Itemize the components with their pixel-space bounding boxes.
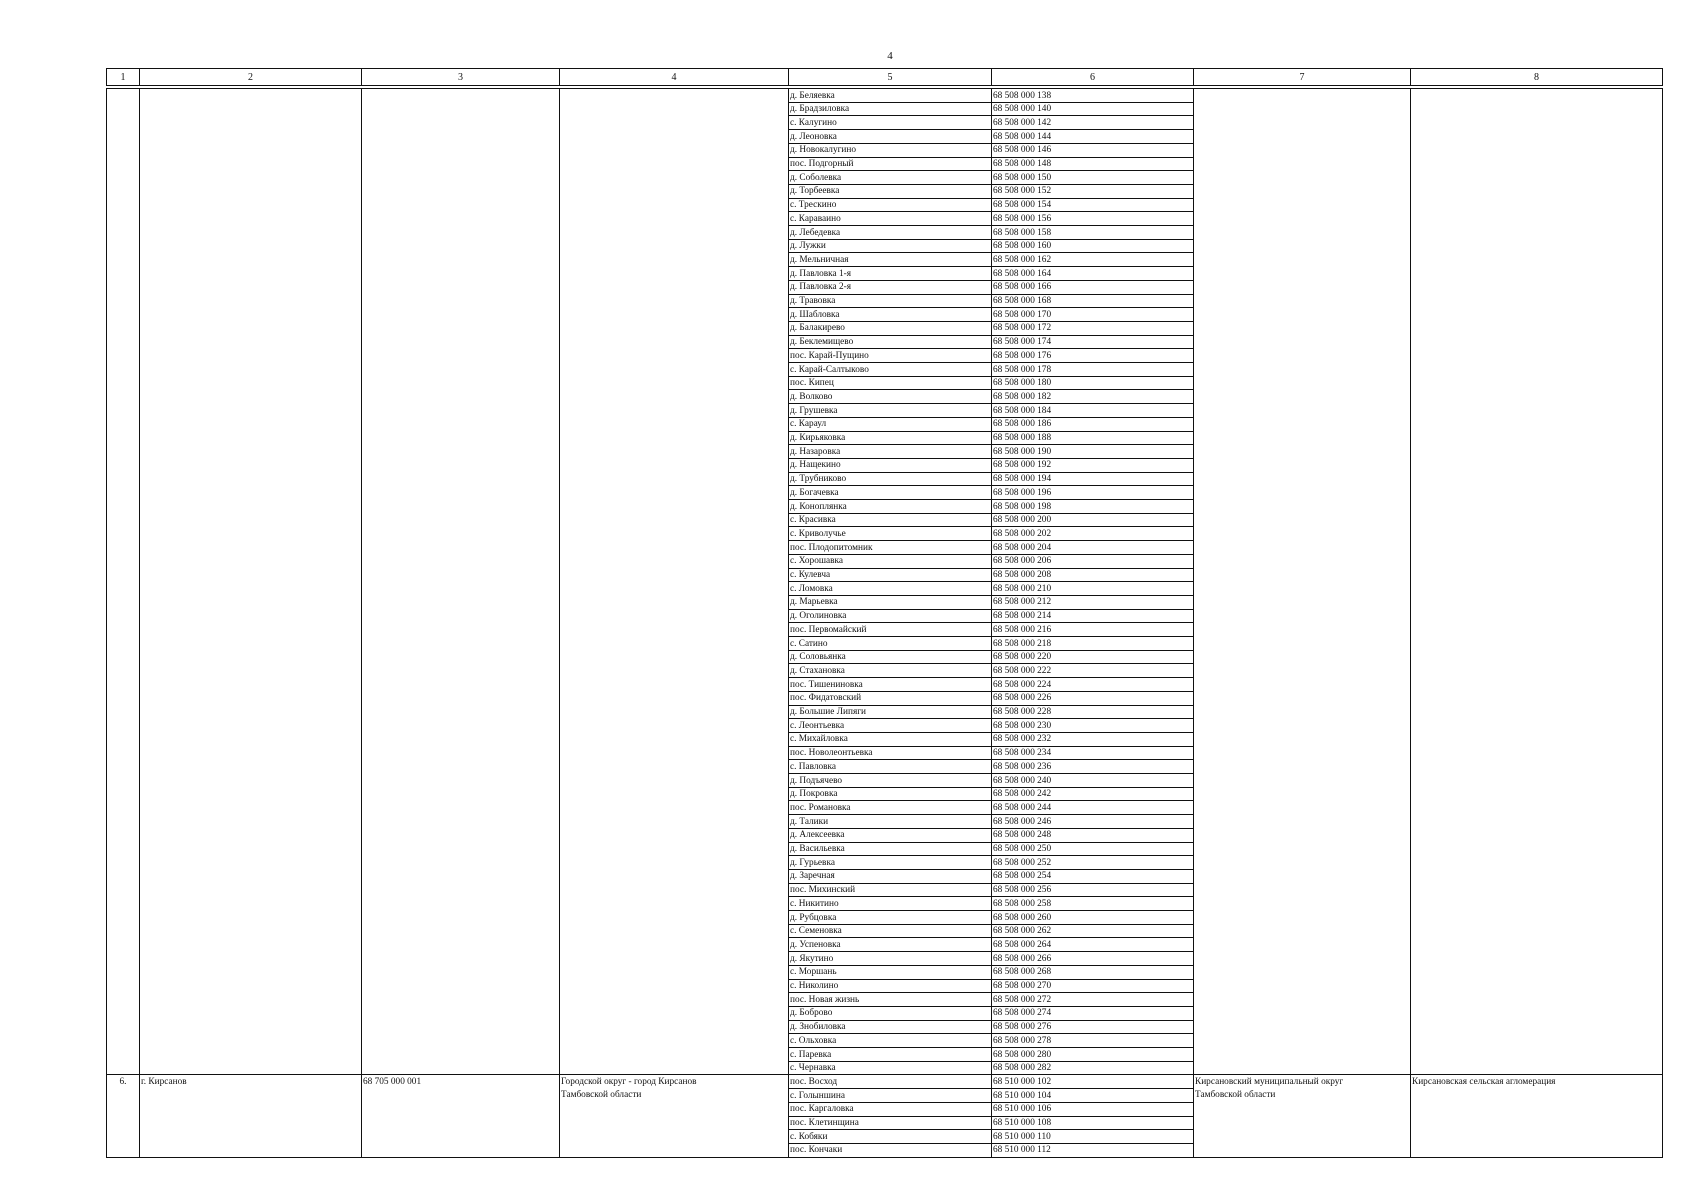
settlement-name: д. Большие Липяги [790, 707, 867, 717]
settlement-code: 68 508 000 264 [993, 939, 1052, 950]
settlement-name: д. Алексеевка [790, 830, 845, 841]
settlement-name: д. Трaвовка [790, 296, 836, 306]
row-line [788, 1020, 1193, 1021]
settlement-code: 68 508 000 236 [993, 761, 1052, 772]
settlement-code: 68 510 000 102 [993, 1076, 1052, 1087]
settlement-name: пос. Плодопитомник [790, 542, 873, 553]
settlement-code: 68 508 000 170 [993, 309, 1052, 320]
settlement-name: д. Беклемищево [790, 337, 854, 348]
settlement-code: 68 510 000 106 [993, 1104, 1052, 1115]
settlement-name: д. Трубниково [790, 474, 847, 485]
column-header-5: 5 [788, 68, 992, 86]
settlement-code: 68 508 000 254 [993, 871, 1052, 882]
settlement-code: 68 508 000 168 [993, 296, 1052, 306]
settlement-name: с. Паревка [790, 1049, 832, 1060]
row-line [788, 1047, 1193, 1048]
column-divider [559, 88, 560, 1157]
settlement-name: пос. Карай-Пущино [790, 350, 869, 361]
row-line [788, 239, 1193, 240]
settlement-name: с. Трескино [790, 200, 837, 211]
row-line [788, 814, 1193, 815]
settlement-name: пос. Клетинщина [790, 1118, 859, 1128]
settlement-code: 68 508 000 252 [993, 857, 1052, 868]
row-line [788, 513, 1193, 514]
column-header-3: 3 [361, 68, 560, 86]
settlement-name: с. Чернавка [790, 1063, 836, 1074]
settlement-code: 68 508 000 152 [993, 186, 1052, 197]
settlement-code: 68 508 000 276 [993, 1022, 1052, 1033]
column-divider [1193, 88, 1194, 1157]
settlement-code: 68 508 000 210 [993, 583, 1052, 594]
settlement-name: д. Успеновка [790, 939, 841, 950]
row-line [788, 184, 1193, 185]
row-line [788, 1157, 1193, 1158]
district-name: Кирсановский муниципальный округ Тамбовской области [1195, 1077, 1344, 1101]
row-line [788, 732, 1193, 733]
settlement-code: 68 508 000 150 [993, 172, 1052, 183]
settlement-code: 68 508 000 204 [993, 542, 1052, 553]
settlement-name: пос. Подгорный [790, 159, 854, 169]
settlement-name: д. Стахановка [790, 665, 845, 676]
settlement-name: д. Гурьевка [790, 857, 835, 868]
row-line [788, 211, 1193, 212]
row-line [788, 129, 1193, 130]
settlement-name: д. Коноплянка [790, 501, 847, 512]
settlement-code: 68 510 000 112 [993, 1145, 1051, 1156]
settlement-name: с. Караул [790, 419, 827, 430]
settlement-code: 68 508 000 220 [993, 652, 1052, 663]
settlement-code: 68 508 000 282 [993, 1063, 1052, 1074]
row-line [788, 170, 1193, 171]
settlement-code: 68 508 000 178 [993, 364, 1052, 375]
settlement-name: пос. Каргаловка [790, 1104, 854, 1115]
row-line [788, 458, 1193, 459]
column-divider [361, 88, 362, 1157]
settlement-name: д. Мельничная [790, 254, 849, 265]
row-line [788, 417, 1193, 418]
row-line [788, 294, 1193, 295]
row-line [788, 554, 1193, 555]
settlement-code: 68 508 000 184 [993, 405, 1052, 416]
settlement-code: 68 508 000 166 [993, 282, 1052, 293]
settlement-code: 68 508 000 212 [993, 597, 1052, 608]
settlement-name: д. Павловка 2-я [790, 282, 852, 293]
settlement-name: д. Заречная [790, 871, 835, 882]
settlement-code: 68 508 000 164 [993, 268, 1052, 279]
settlement-code: 68 508 000 138 [993, 90, 1052, 101]
row-line [788, 595, 1193, 596]
settlement-code: 68 508 000 148 [993, 159, 1052, 169]
settlement-name: д. Леоновка [790, 131, 837, 142]
settlement-code: 68 508 000 194 [993, 474, 1052, 485]
settlement-name: пос. Кончаки [790, 1145, 843, 1156]
row-line [788, 307, 1193, 308]
entry-number: 6. [119, 1077, 127, 1088]
settlement-name: пос. Новая жизнь [790, 994, 860, 1005]
settlement-name: с. Кулевча [790, 570, 831, 580]
column-header-1: 1 [106, 68, 140, 86]
row-line [788, 568, 1193, 569]
settlement-code: 68 508 000 246 [993, 816, 1052, 827]
row-line [788, 896, 1193, 897]
settlement-name: д. Кирьяковка [790, 433, 846, 443]
settlement-code: 68 508 000 140 [993, 104, 1052, 115]
row-line [788, 787, 1193, 788]
row-line [788, 1088, 1193, 1089]
column-divider [1410, 88, 1411, 1157]
row-line [788, 1143, 1193, 1144]
settlement-code: 68 508 000 160 [993, 241, 1052, 252]
settlement-code: 68 508 000 226 [993, 693, 1052, 704]
settlement-code: 68 508 000 230 [993, 720, 1052, 731]
settlement-name: д. Богачевка [790, 487, 839, 498]
settlement-name: д. Боброво [790, 1008, 833, 1019]
column-header-6: 6 [991, 68, 1194, 86]
settlement-code: 68 508 000 270 [993, 981, 1052, 991]
settlement-code: 68 508 000 216 [993, 624, 1052, 635]
settlement-name: д. Новокалугино [790, 145, 856, 156]
row-line [788, 937, 1193, 938]
row-line [788, 965, 1193, 966]
settlement-code: 68 508 000 240 [993, 775, 1052, 786]
settlement-code: 68 508 000 180 [993, 378, 1052, 389]
settlement-code: 68 508 000 192 [993, 460, 1052, 471]
settlement-code: 68 508 000 188 [993, 433, 1052, 443]
settlement-code: 68 508 000 280 [993, 1049, 1052, 1060]
settlement-name: пос. Восход [790, 1076, 838, 1087]
column-header-2: 2 [139, 68, 362, 86]
settlement-code: 68 508 000 258 [993, 898, 1052, 909]
settlement-name: с. Семеновка [790, 926, 842, 937]
settlement-name: пос. Романовка [790, 802, 851, 813]
column-header-7: 7 [1193, 68, 1411, 86]
row-line [788, 951, 1193, 952]
settlement-code: 68 508 000 260 [993, 912, 1052, 923]
row-line [788, 910, 1193, 911]
row-line [788, 499, 1193, 500]
settlement-name: пос. Фидатовский [790, 693, 862, 704]
row-line [788, 759, 1193, 760]
settlement-code: 68 508 000 186 [993, 419, 1052, 430]
row-line [788, 855, 1193, 856]
settlement-name: д. Павловка 1-я [790, 268, 852, 279]
settlement-name: с. Сатино [790, 638, 828, 649]
settlement-name: д. Соловьянка [790, 652, 846, 663]
settlement-name: с. Голыншина [790, 1090, 845, 1101]
agglomeration-name: Кирсановская сельская агломерация [1412, 1077, 1556, 1088]
settlement-name: пос. Михинский [790, 885, 856, 896]
settlement-name: пос. Первомайский [790, 624, 867, 635]
settlement-name: д. Талики [790, 816, 829, 827]
settlement-name: д. Подъячево [790, 775, 843, 786]
row-line [788, 718, 1193, 719]
settlement-name: д. Шабловка [790, 309, 840, 320]
row-line [788, 252, 1193, 253]
row-line [788, 198, 1193, 199]
row-line [788, 526, 1193, 527]
row-line [788, 828, 1193, 829]
settlement-name: д. Якутино [790, 953, 834, 964]
page-number: 4 [887, 50, 893, 62]
settlement-code: 68 508 000 234 [993, 748, 1052, 759]
row-line [788, 979, 1193, 980]
row-line [788, 924, 1193, 925]
row-line [788, 773, 1193, 774]
settlement-code: 68 508 000 198 [993, 501, 1052, 512]
settlement-code: 68 508 000 172 [993, 323, 1052, 334]
row-line [788, 485, 1193, 486]
row-line [788, 869, 1193, 870]
settlement-code: 68 508 000 228 [993, 707, 1052, 717]
settlement-name: д. Беляевка [790, 90, 835, 101]
settlement-name: с. Моршань [790, 967, 837, 978]
settlement-name: с. Кобяки [790, 1131, 828, 1142]
settlement-name: с. Карай-Салтыково [790, 364, 869, 375]
settlement-name: д. Знобиловка [790, 1022, 846, 1033]
settlement-code: 68 508 000 208 [993, 570, 1052, 580]
settlement-code: 68 508 000 268 [993, 967, 1052, 978]
row-line [788, 403, 1193, 404]
settlement-name: с. Павловка [790, 761, 837, 772]
settlement-code: 68 510 000 104 [993, 1090, 1052, 1101]
settlement-name: с. Красивка [790, 515, 836, 526]
settlement-name: д. Рубцовка [790, 912, 837, 923]
row-line [788, 636, 1193, 637]
settlement-code: 68 508 000 154 [993, 200, 1052, 211]
settlement-name: д. Нащекино [790, 460, 841, 471]
settlement-code: 68 508 000 222 [993, 665, 1052, 676]
settlement-code: 68 508 000 146 [993, 145, 1052, 156]
settlement-name: д. Покровка [790, 789, 838, 800]
row-line [788, 376, 1193, 377]
settlement-name: пос. Кипец [790, 378, 834, 389]
settlement-name: пос. Новолеонтьевка [790, 748, 873, 759]
settlement-code: 68 508 000 174 [993, 337, 1052, 348]
row-line [788, 389, 1193, 390]
settlement-code: 68 508 000 244 [993, 802, 1052, 813]
settlement-code: 68 508 000 214 [993, 611, 1052, 622]
settlement-code: 68 508 000 196 [993, 487, 1052, 498]
settlement-name: с. Калугино [790, 117, 837, 128]
settlement-code: 68 508 000 190 [993, 446, 1052, 457]
row-line [788, 581, 1193, 582]
settlement-name: д. Грушевка [790, 405, 838, 416]
row-line [788, 1061, 1193, 1062]
row-line [788, 1129, 1193, 1130]
settlement-code: 68 508 000 142 [993, 117, 1052, 128]
settlement-code: 68 508 000 202 [993, 528, 1052, 539]
settlement-name: д. Лебедевка [790, 227, 841, 238]
row-line [788, 321, 1193, 322]
settlement-name: с. Криволучье [790, 528, 846, 539]
settlement-code: 68 508 000 266 [993, 953, 1052, 964]
settlement-code: 68 508 000 272 [993, 994, 1052, 1005]
settlement-code: 68 508 000 182 [993, 391, 1052, 402]
settlement-code: 68 508 000 256 [993, 885, 1052, 896]
settlement-name: с. Караваино [790, 213, 841, 224]
settlement-code: 68 508 000 156 [993, 213, 1052, 224]
settlement-name: д. Марьевка [790, 597, 838, 608]
settlement-name: д. Торбеевка [790, 186, 840, 197]
column-header-8: 8 [1410, 68, 1663, 86]
settlement-code: 68 510 000 110 [993, 1131, 1051, 1142]
settlement-name: д. Брадзиловка [790, 104, 850, 115]
settlement-name: с. Ольховка [790, 1035, 837, 1046]
settlement-code: 68 508 000 206 [993, 556, 1052, 567]
settlement-name: д. Соболевка [790, 172, 842, 183]
settlement-code: 68 508 000 176 [993, 350, 1052, 361]
city-name: г. Кирсанов [141, 1077, 187, 1088]
row-line [788, 663, 1193, 664]
row-line [788, 472, 1193, 473]
column-divider [139, 88, 140, 1157]
settlement-code: 68 508 000 274 [993, 1008, 1052, 1019]
settlement-code: 68 508 000 200 [993, 515, 1052, 526]
settlement-code: 68 510 000 108 [993, 1118, 1052, 1128]
settlement-name: с. Леонтьевка [790, 720, 845, 731]
row-line [788, 1033, 1193, 1034]
settlement-code: 68 508 000 144 [993, 131, 1052, 142]
row-line [788, 1074, 1193, 1075]
settlement-name: пос. Тишениновка [790, 679, 863, 690]
settlement-name: д. Оголиновка [790, 611, 847, 622]
settlement-name: д. Балакирево [790, 323, 845, 334]
settlement-code: 68 508 000 278 [993, 1035, 1052, 1046]
municipality-name: Городской округ - город Кирсанов Тамбовской области [561, 1077, 697, 1101]
row-line [788, 842, 1193, 843]
column-header-4: 4 [559, 68, 789, 86]
settlement-code: 68 508 000 162 [993, 254, 1052, 265]
settlement-name: д. Назаровка [790, 446, 841, 457]
row-line [788, 431, 1193, 432]
settlement-name: с. Никитино [790, 898, 839, 909]
settlement-name: с. Хорошавка [790, 556, 844, 567]
settlement-code: 68 508 000 262 [993, 926, 1052, 937]
settlement-code: 68 508 000 242 [993, 789, 1052, 800]
settlement-name: д. Волково [790, 391, 833, 402]
row-line [788, 609, 1193, 610]
settlement-code: 68 508 000 232 [993, 734, 1052, 745]
settlement-name: с. Николино [790, 981, 839, 991]
row-line [788, 225, 1193, 226]
row-line [788, 1006, 1193, 1007]
row-line [788, 115, 1193, 116]
settlement-name: д. Васильевка [790, 844, 845, 854]
row-line [788, 650, 1193, 651]
row-line [788, 444, 1193, 445]
settlement-name: д. Лужки [790, 241, 826, 252]
settlement-code: 68 508 000 218 [993, 638, 1052, 649]
settlement-code: 68 508 000 158 [993, 227, 1052, 238]
settlement-code: 68 508 000 248 [993, 830, 1052, 841]
settlement-code: 68 508 000 250 [993, 844, 1052, 854]
settlement-name: с. Михайловка [790, 734, 848, 745]
settlement-code: 68 508 000 224 [993, 679, 1052, 690]
city-code: 68 705 000 001 [363, 1077, 422, 1088]
settlement-name: с. Ломовка [790, 583, 833, 594]
